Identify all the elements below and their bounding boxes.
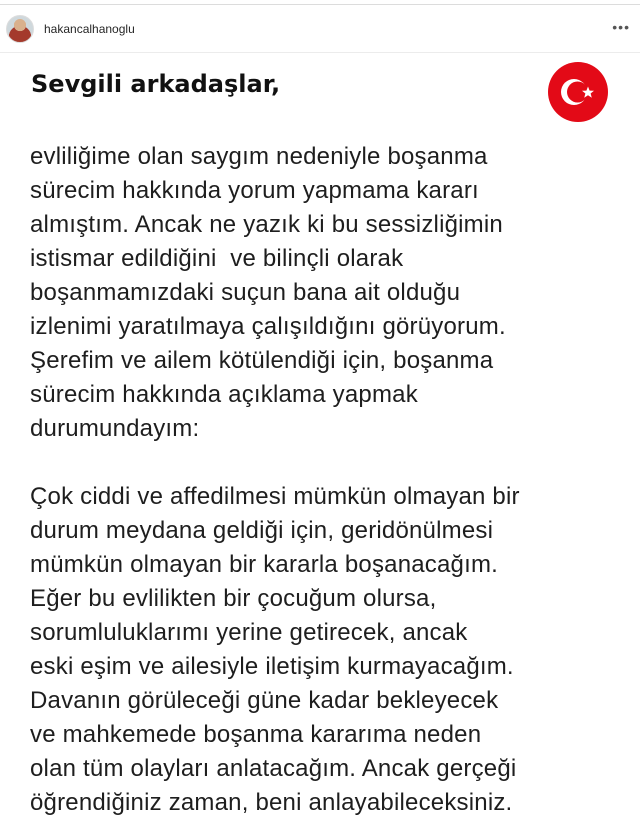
turkish-flag-icon [548, 62, 608, 122]
text-line: Davanın görüleceği güne kadar bekleyecek [30, 687, 499, 714]
text-line: izlenimi yaratılmaya çalışıldığını görüyorum. [30, 313, 506, 340]
text-line: eski eşim ve ailesiyle iletişim kurmayacağım. [30, 653, 514, 680]
top-divider [0, 4, 640, 5]
text-line: almıştım. Ancak ne yazık ki bu sessizliğimin [30, 211, 503, 238]
text-line: evliliğime olan saygım nedeniyle boşanma [30, 143, 488, 170]
text-line: sürecim hakkında yorum yapmama kararı [30, 177, 479, 204]
text-line: boşanmamızdaki suçun bana ait olduğu [30, 279, 461, 306]
text-line: Eğer bu evlilikten bir çocuğum olursa, [30, 585, 437, 612]
text-line: durumundayım: [30, 415, 200, 442]
text-line: Çok ciddi ve affedilmesi mümkün olmayan bir [30, 483, 520, 510]
text-line: istismar edildiğini ve bilinçli olarak [30, 245, 404, 272]
text-line: ve mahkemede boşanma kararıma neden [30, 721, 482, 748]
text-line: mümkün olmayan bir kararla boşanacağım. [30, 551, 499, 578]
username-link[interactable]: hakancalhanoglu [44, 22, 135, 36]
avatar[interactable] [6, 15, 34, 43]
letter-greeting: Sevgili arkadaşlar, [31, 70, 281, 98]
text-line: öğrendiğiniz zaman, beni anlayabileceksiniz. [30, 789, 513, 816]
letter-body [30, 140, 520, 820]
text-line: durum meydana geldiği için, geridönülmesi [30, 517, 494, 544]
more-options-icon[interactable]: ••• [612, 19, 630, 35]
paragraph-gap [30, 446, 520, 480]
text-line: sorumluluklarımı yerine getirecek, ancak [30, 619, 468, 646]
text-line: olan tüm olayları anlatacağım. Ancak gerçeği [30, 755, 517, 782]
text-line: sürecim hakkında açıklama yapmak [30, 381, 418, 408]
text-line: Şerefim ve ailem kötülendiği için, boşanma [30, 347, 494, 374]
post-header [0, 6, 640, 53]
